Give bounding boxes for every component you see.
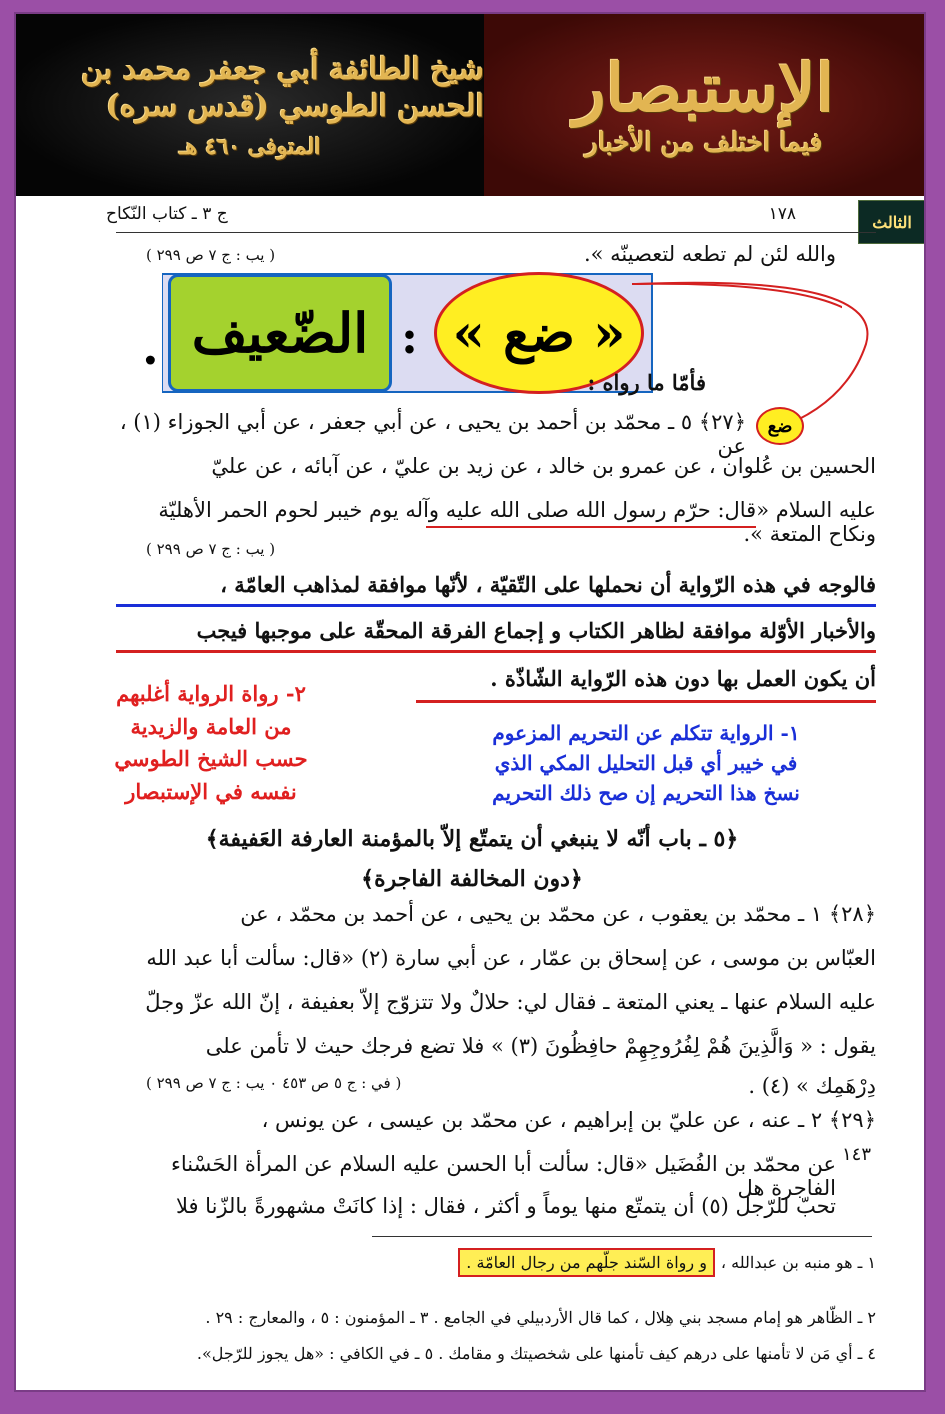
annotation-blue-line: في خيبر أي قبل التحليل المكي الذي xyxy=(494,751,798,775)
underline-blue xyxy=(116,604,876,607)
underline-red-27 xyxy=(426,526,756,528)
author-panel xyxy=(16,14,484,196)
hadith-27-line-1: ﴿٢٧﴾ ٥ ـ محمّد بن أحمد بن يحيى ، عن أبي جعفر ، عن أبي الجوزاء (١) ، عن xyxy=(119,410,746,458)
hadith-29-line-1: ﴿٢٩﴾ ٢ ـ عنه ، عن عليّ بن إبراهيم ، عن محمّد بن عيسى ، عن يونس ، xyxy=(261,1108,876,1132)
running-header xyxy=(106,204,796,224)
para-line-1: فالوجه في هذه الرّواية أن نحملها على التّقيّة ، لأنّها موافقة لمذاهب العامّة ، xyxy=(220,572,876,597)
annotation-blue-line: ١- الرواية تتكلم عن التحريم المزعوم xyxy=(492,721,800,745)
hadith-27-line-3: عليه السلام «قال: حرّم رسول الله صلى الله عليه وآله يوم خيبر لحوم الحمر الأهليّة ونكاح المتعة ». xyxy=(158,498,876,546)
underline-red-1 xyxy=(116,650,876,653)
annotation-red-line: ٢- رواة الرواية أغلبهم xyxy=(116,681,306,706)
hadith-29-line-3: تحبّ للرّجل (٥) أن يتمتّع منها يوماً و أكثر ، فقال : إذا كانَتْ مشهورةً بالزّنا فلا xyxy=(175,1194,836,1218)
footnote-1 xyxy=(396,1248,876,1277)
footnote-1-text: ١ ـ هو منبه بن عبدالله ، xyxy=(720,1253,876,1272)
book-page xyxy=(14,12,926,1392)
annotation-red-line: حسب الشيخ الطوسي xyxy=(114,746,308,772)
weak-term-box: الضّعيف xyxy=(168,274,392,392)
underline-red-2 xyxy=(416,700,876,703)
para-line-3: أن يكون العمل بها دون هذه الرّواية الشّاذّة . xyxy=(490,666,876,691)
weak-abbrev-ellipse: « ضع » xyxy=(434,272,644,394)
callout-dot: . xyxy=(142,320,159,376)
author-name: شيخ الطائفة أبي جعفر محمد بن الحسن الطوسي (قدس سره) xyxy=(81,51,484,124)
annotation-khaybar-note xyxy=(456,718,836,808)
hadith-28-line-5: دِرْهَمِك » (٤) . xyxy=(748,1074,876,1098)
running-title: ج ٣ ـ كتاب النّكاح xyxy=(106,204,228,224)
annotation-blue-line: نسخ هذا التحريم إن صح ذلك التحريم xyxy=(492,781,800,805)
hadith-28-line-3: عليه السلام عنها ـ يعني المتعة ـ فقال لي: حلالٌ ولا تتزوّج إلاّ بعفيفة ، إنّ الله عزّ وجلّ xyxy=(145,990,876,1014)
author-death-year: المتوفى ٤٦٠ هـ xyxy=(179,133,321,160)
header-divider xyxy=(116,232,876,233)
annotation-red-line: من العامة والزيدية xyxy=(130,713,292,739)
footnote-1-highlight: و رواة السّند جلّهم من رجال العامّة . xyxy=(458,1248,715,1277)
para-line-2: والأخبار الأوّلة موافقة لظاهر الكتاب و إجماع الفرقة المحقّة على موجبها فيجب xyxy=(196,618,876,643)
book-subtitle: فيما اختلف من الأخبار xyxy=(585,128,823,159)
hadith-28-line-2: العبّاس بن موسى ، عن إسحاق بن عمّار ، عن أبي سارة (٢) «قال: سألت أبا عبد الله xyxy=(146,946,876,970)
chapter-subheading: ﴿دون المخالفة الفاجرة﴾ xyxy=(361,866,583,892)
hadith-28-line-1: ﴿٢٨﴾ ١ ـ محمّد بن يعقوب ، عن محمّد بن يحيى ، عن أحمد بن محمّد ، عن xyxy=(240,902,876,926)
callout-colon: : xyxy=(401,310,418,364)
weak-marker: ضع xyxy=(756,407,804,445)
hadith-27-line-2: الحسين بن عُلوان ، عن عمرو بن خالد ، عن زيد بن عليّ ، عن آبائه ، عن عليّ xyxy=(211,454,876,478)
text-line-top: والله لئن لم تطعه لتعصينّه ». xyxy=(583,242,836,266)
reference-28: ( في : ج ٥ ص ٤٥٣ ٠ يب : ج ٧ ص ٢٩٩ ) xyxy=(146,1074,402,1092)
annotation-narrators-note xyxy=(86,678,336,808)
title-panel xyxy=(484,14,924,196)
reference-27: ( يب : ج ٧ ص ٢٩٩ ) xyxy=(146,540,276,558)
footnote-2: ٢ ـ الظّاهر هو إمام مسجد بني هِلال ، كما قال الأردبيلي في الجامع . ٣ ـ المؤمنون : ٥ ، والمعارج : ٢٩ . xyxy=(205,1308,876,1327)
text-faamma: فأمّا ما رواه : xyxy=(587,370,706,395)
hadith-28-line-4: يقول : « وَالَّذِينَ هُمْ لِفُرُوجِهِمْ حافِظُونَ (٣) » فلا تضع فرجك حيث لا تأمن على xyxy=(205,1034,876,1058)
page-number: ١٧٨ xyxy=(768,204,796,224)
original-page-mark: ١٤٣ xyxy=(842,1144,872,1165)
footnote-divider xyxy=(372,1236,872,1237)
annotation-red-line: نفسه في الإستبصار xyxy=(125,778,297,804)
chapter-heading: ﴿٥ ـ باب أنّه لا ينبغي أن يتمتّع إلاّ بالمؤمنة العارفة العَفيفة﴾ xyxy=(205,826,739,852)
hadith-29-line-2: عن محمّد بن الفُضَيل «قال: سألت أبا الحسن عليه السلام عن المرأة الحَسْناء الفاجرة هل xyxy=(171,1152,836,1200)
book-title: الإستبصار xyxy=(573,48,835,127)
reference-top: ( يب : ج ٧ ص ٢٩٩ ) xyxy=(146,246,276,264)
volume-label: الثالث xyxy=(858,200,926,244)
footnote-3: ٤ ـ أي مَن لا تأمنها على درهم كيف تأمنها على شخصيتك و مقامك . ٥ ـ في الكافي : «هل يجوز للرّجل». xyxy=(196,1344,876,1363)
book-cover-banner xyxy=(16,14,924,196)
